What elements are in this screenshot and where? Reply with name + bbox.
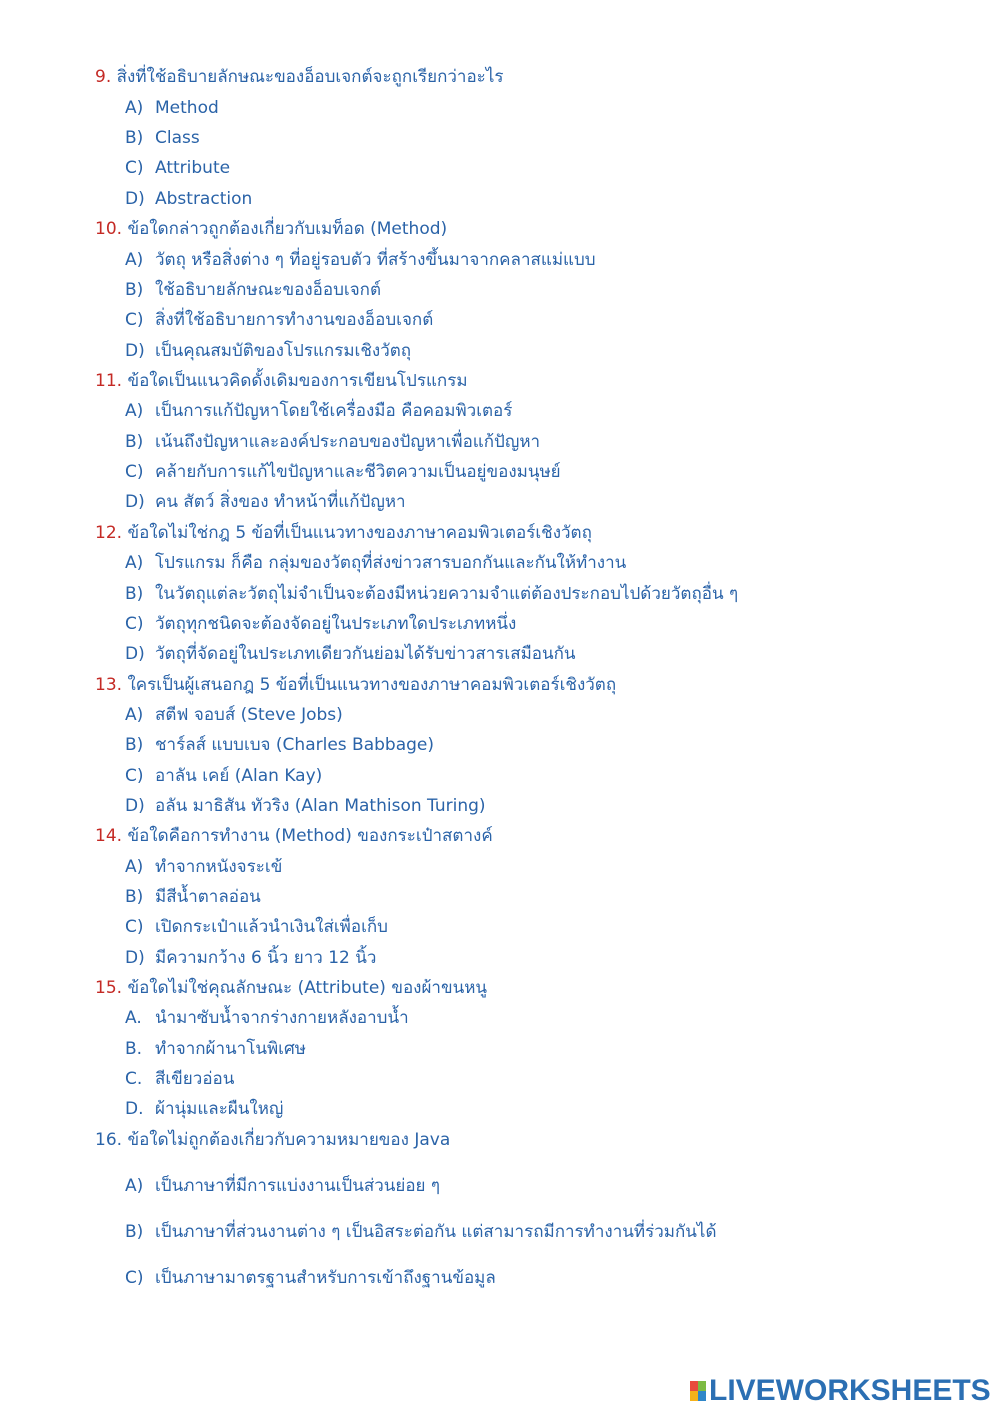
option-letter: A) — [125, 1176, 144, 1196]
option-letter: C) — [125, 766, 144, 786]
option-text: Class — [155, 128, 200, 148]
question-number: 13. — [95, 675, 123, 695]
question-text: ข้อใดกล่าวถูกต้องเกี่ยวกับเมท็อด (Method) — [127, 219, 448, 239]
question-11 — [95, 370, 468, 392]
brand-name: LIVEWORKSHEETS — [709, 1374, 991, 1407]
option-text: Attribute — [155, 158, 231, 178]
question-number: 11. — [95, 371, 123, 391]
option-text: เป็นภาษาที่ส่วนงานต่าง ๆ เป็นอิสระต่อกัน แต่สามารถมีการทำงานที่ร่วมกันได้ — [155, 1222, 717, 1242]
option-13-b[interactable] — [125, 734, 434, 756]
option-11-b[interactable] — [125, 431, 540, 453]
option-text: ผ้านุ่มและผืนใหญ่ — [155, 1099, 284, 1119]
option-letter: A) — [125, 553, 144, 573]
option-text: มีความกว้าง 6 นิ้ว ยาว 12 นิ้ว — [155, 948, 377, 968]
question-text: ข้อใดเป็นแนวคิดดั้งเดิมของการเขียนโปรแกรม — [127, 371, 468, 391]
option-letter: A) — [125, 98, 144, 118]
question-text: ข้อใดคือการทำงาน (Method) ของกระเป๋าสตางค์ — [127, 826, 493, 846]
option-letter: C) — [125, 1268, 144, 1288]
question-text: ใครเป็นผู้เสนอกฎ 5 ข้อที่เป็นแนวทางของภาษาคอมพิวเตอร์เชิงวัตถุ — [127, 675, 617, 695]
option-letter: B. — [125, 1039, 143, 1059]
option-10-d[interactable] — [125, 340, 411, 362]
option-11-d[interactable] — [125, 491, 406, 513]
question-10 — [95, 218, 447, 240]
option-15-d[interactable] — [125, 1098, 283, 1120]
option-letter: B) — [125, 128, 144, 148]
option-text: วัตถุที่จัดอยู่ในประเภทเดียวกันย่อมได้รับข่าวสารเสมือนกัน — [155, 644, 576, 664]
option-12-c[interactable] — [125, 613, 516, 635]
option-9-a[interactable] — [125, 97, 219, 119]
option-letter: A) — [125, 857, 144, 877]
question-number: 14. — [95, 826, 123, 846]
option-text: สีเขียวอ่อน — [155, 1069, 235, 1089]
option-letter: D. — [125, 1099, 144, 1119]
option-letter: C. — [125, 1069, 143, 1089]
option-letter: C) — [125, 614, 144, 634]
option-text: เป็นคุณสมบัติของโปรแกรมเชิงวัตถุ — [155, 341, 412, 361]
question-text: สิ่งที่ใช้อธิบายลักษณะของอ็อบเจกต์จะถูกเรียกว่าอะไร — [116, 67, 504, 87]
option-13-c[interactable] — [125, 765, 322, 787]
option-text: วัตถุ หรือสิ่งต่าง ๆ ที่อยู่รอบตัว ที่สร้างขึ้นมาจากคลาสแม่แบบ — [155, 250, 596, 270]
option-15-b[interactable] — [125, 1038, 306, 1060]
option-letter: D) — [125, 948, 145, 968]
option-letter: C) — [125, 917, 144, 937]
option-letter: D) — [125, 492, 145, 512]
question-13 — [95, 674, 616, 696]
option-14-c[interactable] — [125, 916, 388, 938]
option-11-a[interactable] — [125, 400, 512, 422]
option-letter: B) — [125, 735, 144, 755]
option-letter: B) — [125, 1222, 144, 1242]
option-13-a[interactable] — [125, 704, 343, 726]
option-13-d[interactable] — [125, 795, 486, 817]
option-text: เน้นถึงปัญหาและองค์ประกอบของปัญหาเพื่อแก้ปัญหา — [155, 432, 541, 452]
option-9-d[interactable] — [125, 188, 252, 210]
option-text: ทำจากหนังจระเข้ — [155, 857, 283, 877]
option-16-a[interactable] — [125, 1175, 440, 1197]
question-number: 16. — [95, 1130, 123, 1150]
option-text: เป็นการแก้ปัญหาโดยใช้เครื่องมือ คือคอมพิวเตอร์ — [155, 401, 513, 421]
option-text: ใช้อธิบายลักษณะของอ็อบเจกต์ — [155, 280, 381, 300]
option-letter: C) — [125, 158, 144, 178]
question-12 — [95, 522, 592, 544]
option-letter: C) — [125, 310, 144, 330]
option-15-c[interactable] — [125, 1068, 234, 1090]
option-letter: D) — [125, 644, 145, 664]
option-14-a[interactable] — [125, 856, 282, 878]
option-letter: A) — [125, 705, 144, 725]
option-letter: B) — [125, 432, 144, 452]
option-12-a[interactable] — [125, 552, 626, 574]
option-16-b[interactable] — [125, 1221, 717, 1243]
option-text: สตีฟ จอบส์ (Steve Jobs) — [155, 705, 343, 725]
option-12-b[interactable] — [125, 583, 738, 605]
option-text: เป็นภาษามาตรฐานสำหรับการเข้าถึงฐานข้อมูล — [155, 1268, 496, 1288]
option-text: Abstraction — [155, 189, 253, 209]
question-text: ข้อใดไม่ใช่กฎ 5 ข้อที่เป็นแนวทางของภาษาคอมพิวเตอร์เชิงวัตถุ — [127, 523, 592, 543]
option-letter: A) — [125, 250, 144, 270]
option-text: ในวัตถุแต่ละวัตถุไม่จำเป็นจะต้องมีหน่วยความจำแต่ต้องประกอบไปด้วยวัตถุอื่น ๆ — [155, 584, 739, 604]
question-16 — [95, 1129, 450, 1151]
question-number: 10. — [95, 219, 123, 239]
question-number: 12. — [95, 523, 123, 543]
option-letter: B) — [125, 584, 144, 604]
option-letter: A) — [125, 401, 144, 421]
option-9-c[interactable] — [125, 157, 230, 179]
option-text: คน สัตว์ สิ่งของ ทำหน้าที่แก้ปัญหา — [155, 492, 406, 512]
option-text: Method — [155, 98, 219, 118]
option-letter: D) — [125, 796, 145, 816]
option-9-b[interactable] — [125, 127, 200, 149]
option-letter: C) — [125, 462, 144, 482]
question-text: ข้อใดไม่ใช่คุณลักษณะ (Attribute) ของผ้าขนหนู — [127, 978, 488, 998]
liveworksheets-logo[interactable] — [690, 1374, 991, 1408]
question-14 — [95, 825, 493, 847]
option-text: อาลัน เคย์ (Alan Kay) — [155, 766, 323, 786]
option-14-d[interactable] — [125, 947, 376, 969]
option-text: วัตถุทุกชนิดจะต้องจัดอยู่ในประเภทใดประเภทหนึ่ง — [155, 614, 517, 634]
option-text: นำมาซับน้ำจากร่างกายหลังอาบน้ำ — [155, 1008, 409, 1028]
option-15-a[interactable] — [125, 1007, 409, 1029]
option-text: อลัน มาธิสัน ทัวริง (Alan Mathison Turing) — [155, 796, 486, 816]
option-10-b[interactable] — [125, 279, 381, 301]
option-letter: B) — [125, 280, 144, 300]
question-text: ข้อใดไม่ถูกต้องเกี่ยวกับความหมายของ Java — [127, 1130, 451, 1150]
question-9 — [95, 66, 504, 88]
liveworksheets-logo-icon — [690, 1381, 706, 1401]
option-10-a[interactable] — [125, 249, 596, 271]
option-11-c[interactable] — [125, 461, 561, 483]
option-text: สิ่งที่ใช้อธิบายการทำงานของอ็อบเจกต์ — [155, 310, 434, 330]
question-number: 9. — [95, 67, 112, 87]
option-text: คล้ายกับการแก้ไขปัญหาและชีวิตความเป็นอยู่ของมนุษย์ — [155, 462, 561, 482]
option-letter: B) — [125, 887, 144, 907]
option-letter: D) — [125, 341, 145, 361]
question-number: 15. — [95, 978, 123, 998]
option-text: โปรแกรม ก็คือ กลุ่มของวัตถุที่ส่งข่าวสารบอกกันและกันให้ทำงาน — [155, 553, 627, 573]
option-letter: A. — [125, 1008, 142, 1028]
option-letter: D) — [125, 189, 145, 209]
option-text: ชาร์ลส์ แบบเบจ (Charles Babbage) — [155, 735, 435, 755]
option-text: เป็นภาษาที่มีการแบ่งงานเป็นส่วนย่อย ๆ — [155, 1176, 441, 1196]
option-14-b[interactable] — [125, 886, 261, 908]
option-10-c[interactable] — [125, 309, 433, 331]
option-text: เปิดกระเป๋าแล้วนำเงินใส่เพื่อเก็บ — [155, 917, 388, 937]
question-15 — [95, 977, 487, 999]
option-16-c[interactable] — [125, 1267, 496, 1289]
option-12-d[interactable] — [125, 643, 576, 665]
option-text: ทำจากผ้านาโนพิเศษ — [155, 1039, 306, 1059]
option-text: มีสีน้ำตาลอ่อน — [155, 887, 261, 907]
